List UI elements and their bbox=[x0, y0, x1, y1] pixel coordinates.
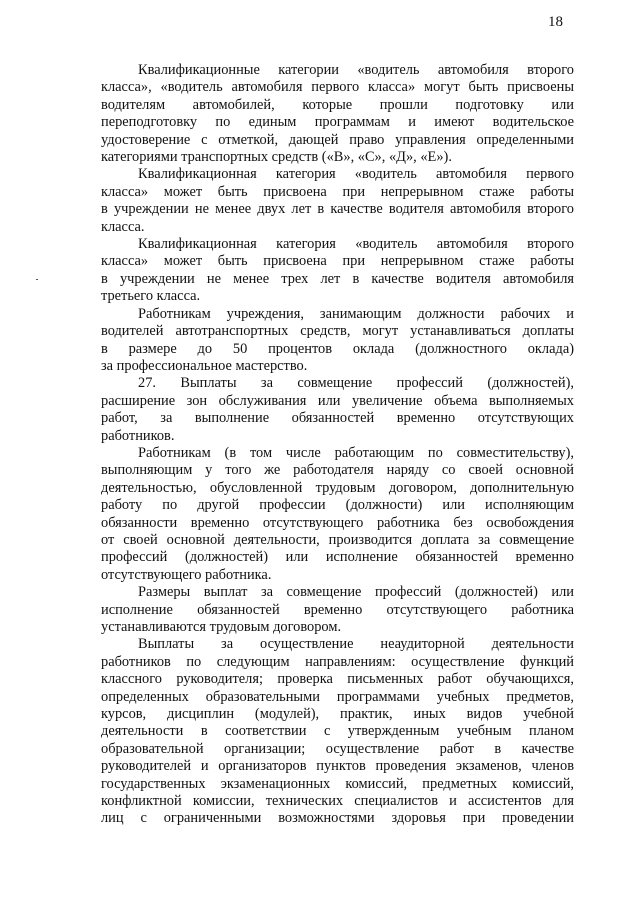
text-line: в учреждении не менее трех лет в качестве водителя автомобиля bbox=[101, 270, 574, 287]
paragraph-mastery-bonus bbox=[101, 306, 574, 376]
text-line: образовательной организации; осуществление работ в качестве bbox=[101, 740, 574, 757]
page-number: 18 bbox=[548, 14, 563, 30]
text-line: Квалификационные категории «водитель автомобиля второго bbox=[138, 62, 574, 78]
text-line: категориями транспортных средств («В», «С», «Д», «Е»). bbox=[101, 149, 452, 166]
text-line: конфликтной комиссии, технических специалистов и ассистентов для bbox=[101, 793, 574, 810]
scan-artifact bbox=[36, 279, 38, 280]
text-line: Работникам (в том числе работающим по совместительству), bbox=[138, 444, 574, 461]
paragraph-section-27 bbox=[101, 375, 574, 445]
text-line: обязанности временно отсутствующего работника без освобождения bbox=[101, 514, 574, 531]
text-line: удостоверение с отметкой, дающей право управления определенными bbox=[101, 131, 574, 148]
text-line: работников по следующим направлениям: осуществление функций bbox=[101, 653, 574, 670]
text-line: руководителей и организаторов пунктов проведения экзаменов, членов bbox=[101, 758, 574, 775]
text-line: работников. bbox=[101, 427, 175, 444]
paragraph-driver-categories bbox=[101, 62, 574, 166]
text-line: лиц с ограниченными возможностями здоровья при проведении bbox=[101, 810, 574, 827]
text-line: выполняющим у того же работодателя наряду со своей основной bbox=[101, 462, 574, 479]
text-line: устанавливаются трудовым договором. bbox=[101, 619, 342, 635]
text-line: класса» может быть присвоена при непрерывном стаже работы bbox=[101, 183, 574, 200]
text-line: профессий (должностей) или исполнение обязанностей временно bbox=[101, 549, 574, 566]
text-line: в учреждении не менее двух лет в качестве водителя автомобиля второго bbox=[101, 201, 574, 218]
text-line: за профессиональное мастерство. bbox=[101, 357, 308, 374]
text-line: Работникам учреждения, занимающим должности рабочих и bbox=[138, 305, 574, 322]
text-line: Выплаты за осуществление неаудиторной деятельности bbox=[138, 636, 574, 653]
text-line: класса», «водитель автомобиля первого класса» могут быть присвоены bbox=[101, 79, 574, 96]
text-line: класса. bbox=[101, 218, 145, 235]
text-line: деятельностью, обусловленной трудовым договором, дополнительную bbox=[101, 479, 574, 496]
paragraph-first-class bbox=[101, 166, 574, 236]
text-line: водителей автотранспортных средств, могут устанавливаться доплаты bbox=[101, 323, 574, 340]
text-line: работ, за выполнение обязанностей временно отсутствующих bbox=[101, 410, 574, 427]
text-line: Квалификационная категория «водитель автомобиля первого bbox=[138, 166, 574, 183]
text-line: третьего класса. bbox=[101, 288, 201, 305]
paragraph-payment-amounts bbox=[101, 584, 574, 636]
text-line: определенных образовательными программами учебных предметов, bbox=[101, 688, 574, 705]
text-line: работу по другой профессии (должности) или исполняющим bbox=[101, 497, 574, 514]
text-line: 27. Выплаты за совмещение профессий (должностей), bbox=[138, 375, 574, 392]
paragraph-combination-work bbox=[101, 445, 574, 584]
text-line: деятельности в соответствии с утвержденным учебным планом bbox=[101, 723, 574, 740]
text-line: исполнение обязанностей временно отсутствующего работника bbox=[101, 601, 574, 618]
paragraph-extracurricular bbox=[101, 636, 574, 827]
text-line: курсов, дисциплин (модулей), практик, иных видов учебной bbox=[101, 706, 574, 723]
text-line: от своей основной деятельности, производится доплата за совмещение bbox=[101, 531, 574, 548]
text-line: отсутствующего работника. bbox=[101, 566, 272, 583]
paragraph-second-class bbox=[101, 236, 574, 306]
text-line: водителям автомобилей, которые прошли подготовку или bbox=[101, 96, 574, 113]
text-line: Размеры выплат за совмещение профессий (должностей) или bbox=[138, 584, 574, 601]
text-line: в размере до 50 процентов оклада (должностного оклада) bbox=[101, 340, 574, 357]
text-line: расширение зон обслуживания или увеличение объема выполняемых bbox=[101, 392, 574, 409]
text-line: класса» может быть присвоена при непрерывном стаже работы bbox=[101, 253, 574, 270]
text-line: переподготовку по единым программам и имеют водительское bbox=[101, 114, 574, 131]
document-body bbox=[101, 62, 574, 828]
text-line: классного руководителя; проверка письменных работ обучающихся, bbox=[101, 671, 574, 688]
text-line: государственных экзаменационных комиссий, предметных комиссий, bbox=[101, 775, 574, 792]
text-line: Квалификационная категория «водитель автомобиля второго bbox=[138, 236, 574, 253]
